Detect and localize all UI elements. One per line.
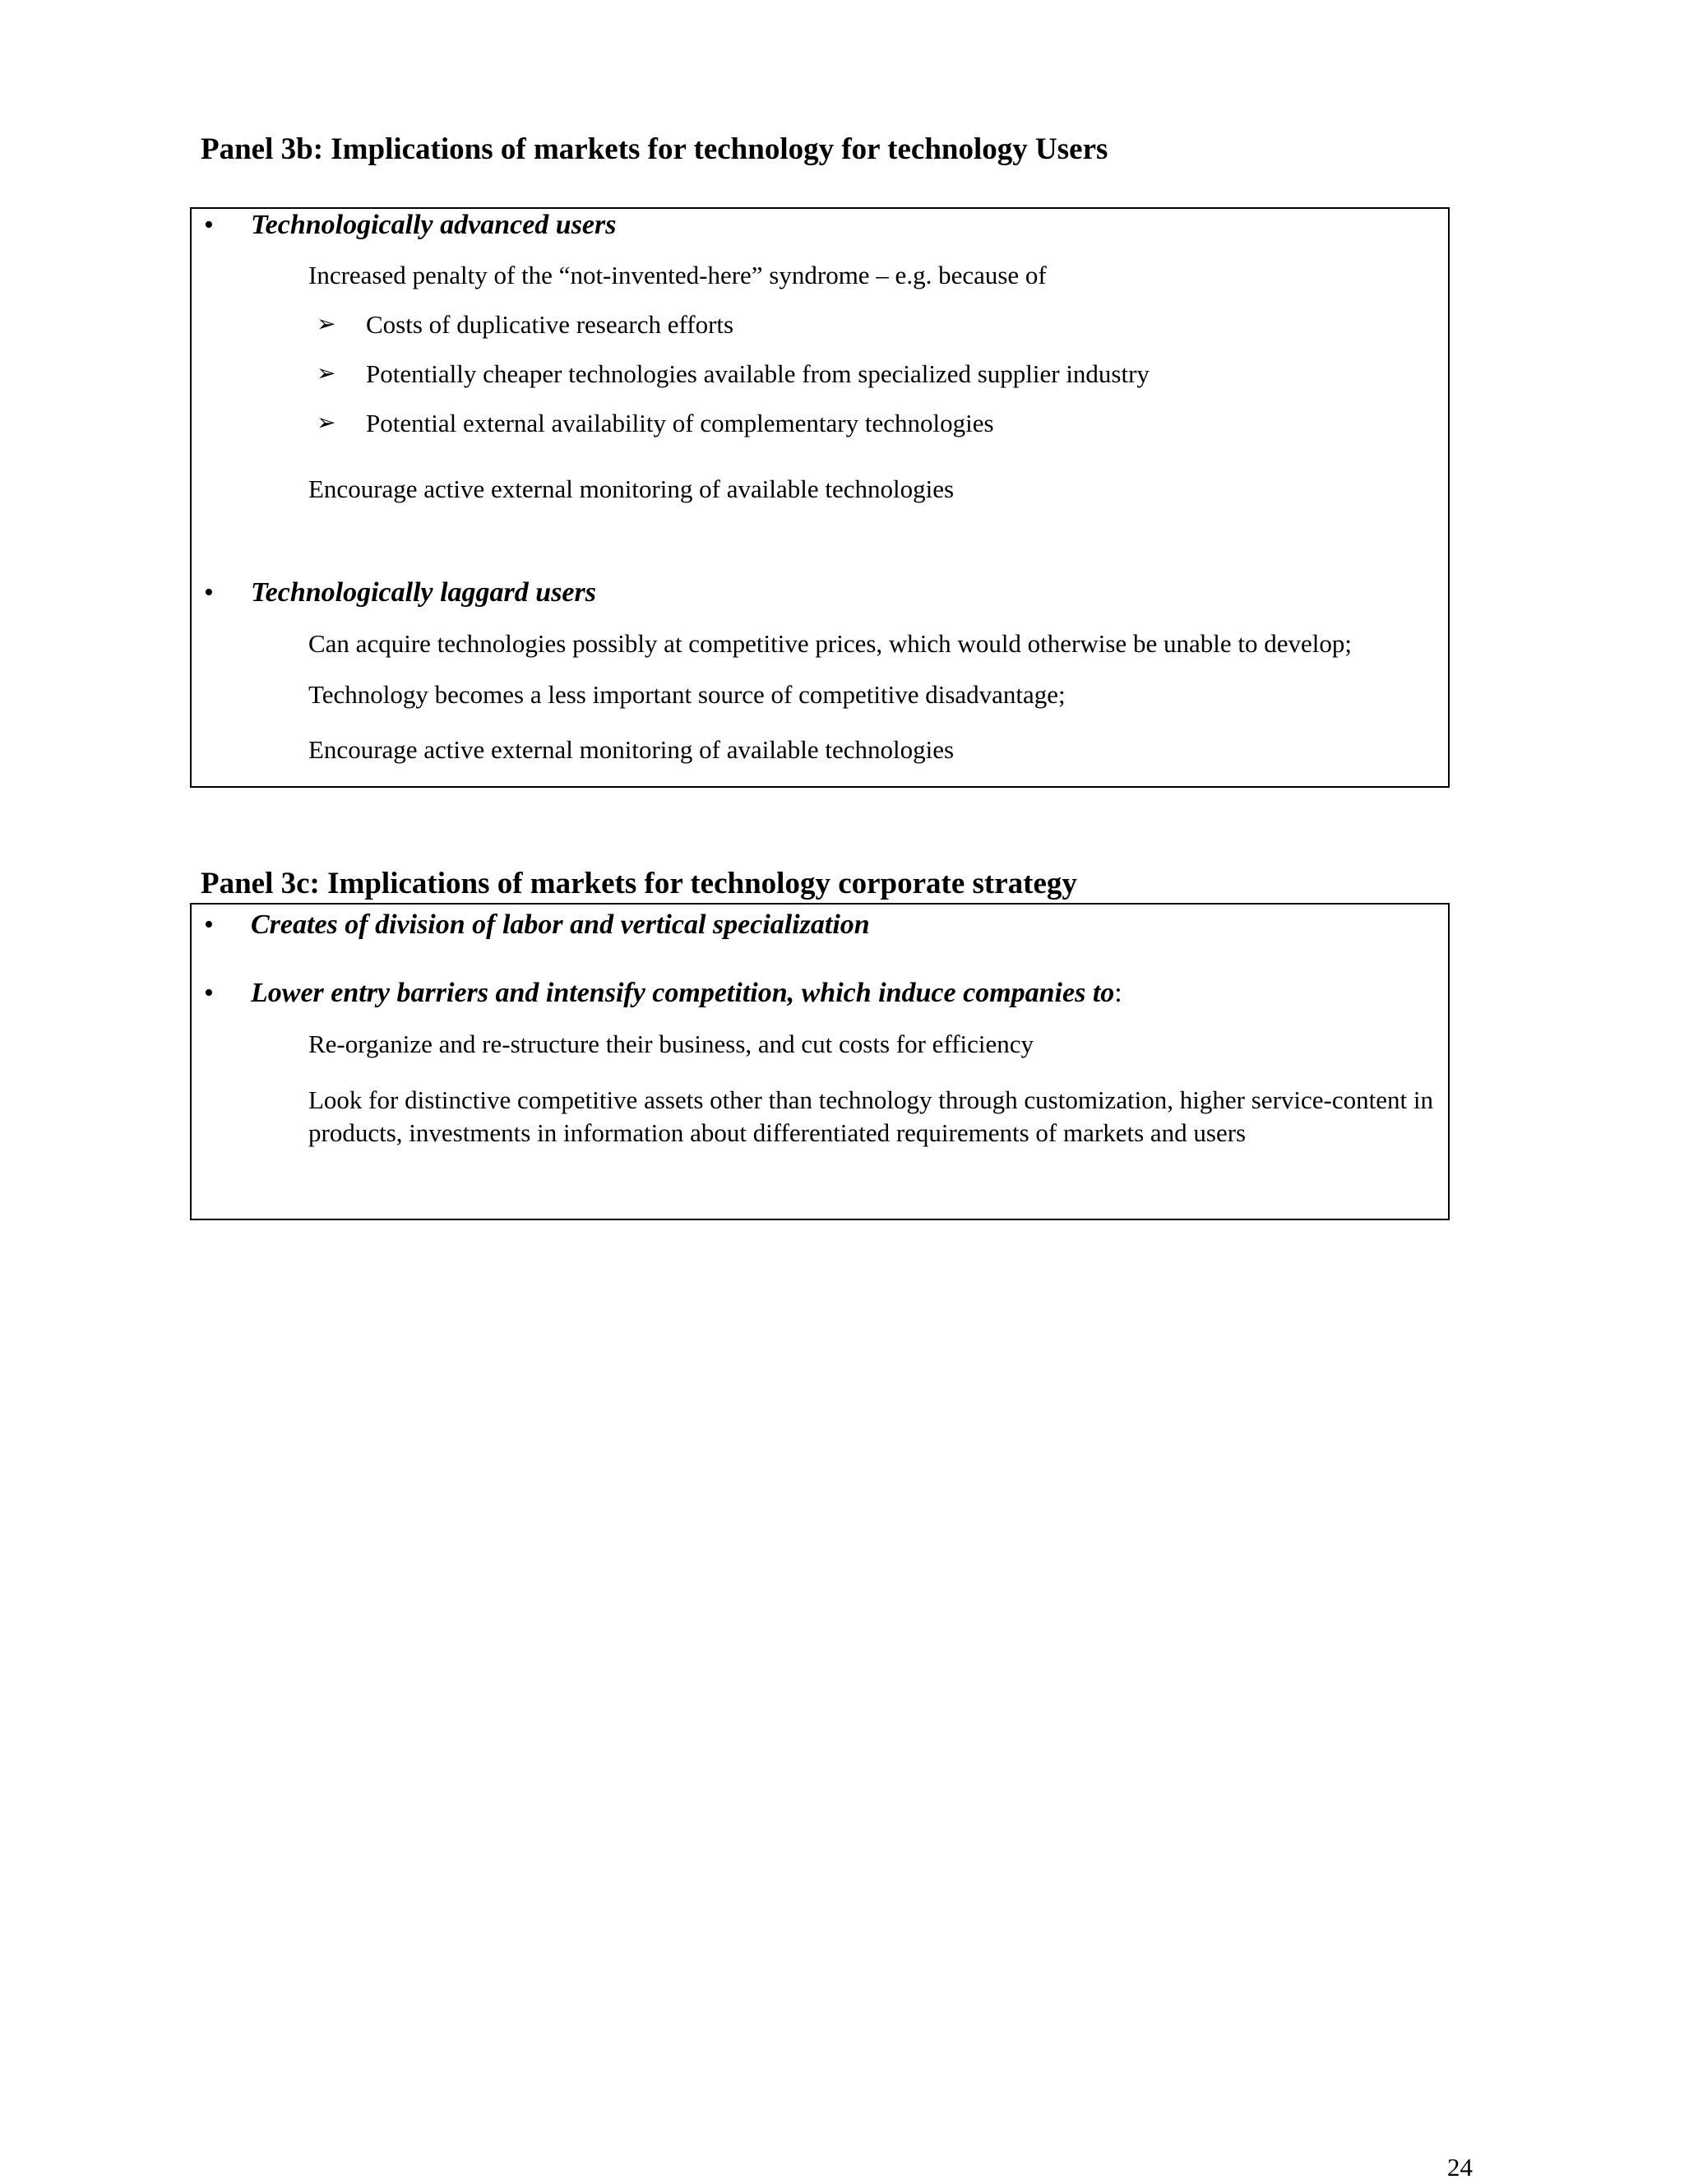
panel-3b-box: [190, 207, 1450, 788]
advanced-users-outro: Encourage active external monitoring of available technologies: [308, 474, 955, 503]
panel-3c-title: Panel 3c: Implications of markets for technology corporate strategy: [201, 867, 1077, 900]
laggard-users-line-3: Encourage active external monitoring of available technologies: [308, 735, 955, 764]
section-heading-division-of-labor: Creates of division of labor and vertical specialization: [251, 909, 870, 940]
section-heading-advanced-users: Technologically advanced users: [251, 210, 617, 240]
advanced-users-intro: Increased penalty of the “not-invented-here” syndrome – e.g. because of: [308, 261, 1047, 289]
bullet-dot-icon: •: [204, 909, 214, 940]
sub-item-complementary-technologies: Potential external availability of complementary technologies: [366, 409, 994, 437]
bullet-dot-icon: •: [204, 978, 214, 1008]
arrowhead-bullet-icon: ➢: [317, 361, 336, 386]
laggard-users-line-2: Technology becomes a less important source of competitive disadvantage;: [308, 680, 1066, 709]
panel-3c-box: [190, 903, 1450, 1220]
bullet-dot-icon: •: [204, 577, 214, 608]
strategy-line-distinctive-assets: Look for distinctive competitive assets other than technology through customization, higher service-content in products, investments in information about differentiated requirements of markets and users: [308, 1085, 1433, 1147]
arrowhead-bullet-icon: ➢: [317, 312, 336, 337]
section-heading-laggard-users: Technologically laggard users: [251, 577, 596, 608]
strategy-line-reorganize: Re-organize and re-structure their business, and cut costs for efficiency: [308, 1030, 1034, 1058]
section-heading-entry-barriers: Lower entry barriers and intensify competition, which induce companies to:: [251, 978, 1122, 1008]
bullet-dot-icon: •: [204, 210, 214, 240]
sub-item-cheaper-technologies: Potentially cheaper technologies available from specialized supplier industry: [366, 359, 1150, 388]
panel-3b-title: Panel 3b: Implications of markets for technology for technology Users: [201, 132, 1108, 166]
sub-item-duplicative-costs: Costs of duplicative research efforts: [366, 310, 734, 339]
laggard-users-line-1: Can acquire technologies possibly at competitive prices, which would otherwise be unable to develop;: [308, 629, 1352, 658]
arrowhead-bullet-icon: ➢: [317, 410, 336, 436]
page-number: 24: [1447, 2153, 1473, 2182]
heading-colon: :: [1114, 978, 1122, 1008]
